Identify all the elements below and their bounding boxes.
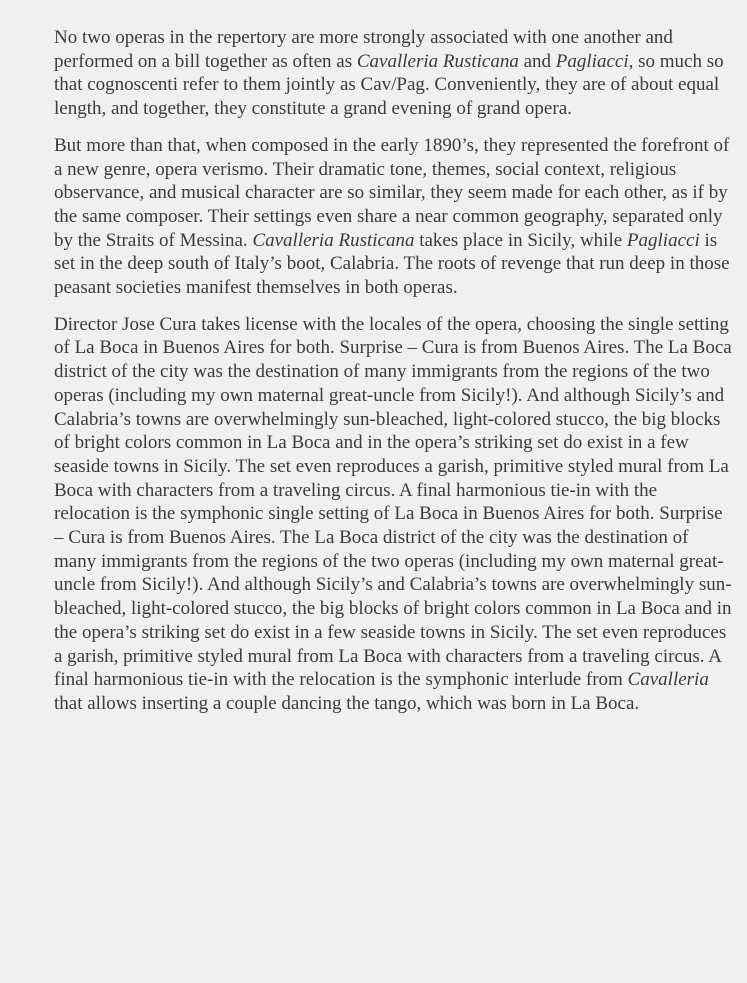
opera-title-cavalleria: Cavalleria <box>627 669 709 691</box>
paragraph-cav-pag-intro <box>54 26 734 121</box>
opera-title-cavalleria: Cavalleria Rusticana <box>356 50 519 72</box>
text-run: No two operas in the repertory are more strongly associated with one another and performed on a bill together as often as <box>54 27 673 72</box>
text-run: that allows inserting a couple dancing the tango, which was born in La Boca. <box>54 692 640 714</box>
text-run: Director Jose Cura takes license with the locales of the opera, choosing the single setting of La Boca in Buenos Aires for both. Surprise – Cura is from Buenos Aires. The La Boca district of the city was the destination of many immigrants from the regions of the two operas (including my own maternal great-uncle from Sicily!). And although Sicily’s and Calabria’s towns are overwhelmingly sun-bleached, light-colored stucco, the big blocks of bright colors common in La Boca and in the opera’s striking set do exist in a few seaside towns in Sicily. The set even reproduces a garish, primitive styled mural from La Boca with characters from a traveling circus. A final harmonious tie-in with the relocation is the symphonic single setting of La Boca in Buenos Aires for both. Surprise – Cura is from Buenos Aires. The La Boca district of the city was the destination of many immigrants from the regions of the two operas (including my own maternal great-uncle from Sicily!). And although Sicily’s and Calabria’s towns are overwhelmingly sun-bleached, light-colored stucco, the big blocks of bright colors common in La Boca and in the opera’s striking set do exist in a few seaside towns in Sicily. The set even reproduces a garish, primitive styled mural from La Boca with characters from a traveling circus. A final harmonious tie-in with the relocation is the symphonic interlude from <box>54 313 732 691</box>
text-run: and <box>518 50 556 72</box>
opera-title-pagliacci: Pagliacci <box>626 229 700 251</box>
text-run: , so much so that cognoscenti refer to them jointly as Cav/Pag. Conveniently, they are of about equal length, and together, they constitute a grand evening of grand opera. <box>54 50 724 120</box>
opera-title-pagliacci: Pagliacci <box>555 50 629 72</box>
paragraph-la-boca-setting <box>54 313 734 716</box>
text-run: is set in the deep south of Italy’s boot, Calabria. The roots of revenge that run deep in those peasant societies manifest themselves in both operas. <box>54 229 730 299</box>
opera-title-cavalleria: Cavalleria Rusticana <box>252 229 415 251</box>
article-body <box>54 26 734 716</box>
text-run: But more than that, when composed in the early 1890’s, they represented the forefront of a new genre, opera verismo. Their dramatic tone, themes, social context, religious observance, and musical character are so similar, they seem made for each other, as if by the same composer. Their settings even share a near common geography, separated only by the Straits of Messina. <box>54 134 730 251</box>
text-run: takes place in Sicily, while <box>414 229 627 251</box>
paragraph-verismo <box>54 134 734 300</box>
